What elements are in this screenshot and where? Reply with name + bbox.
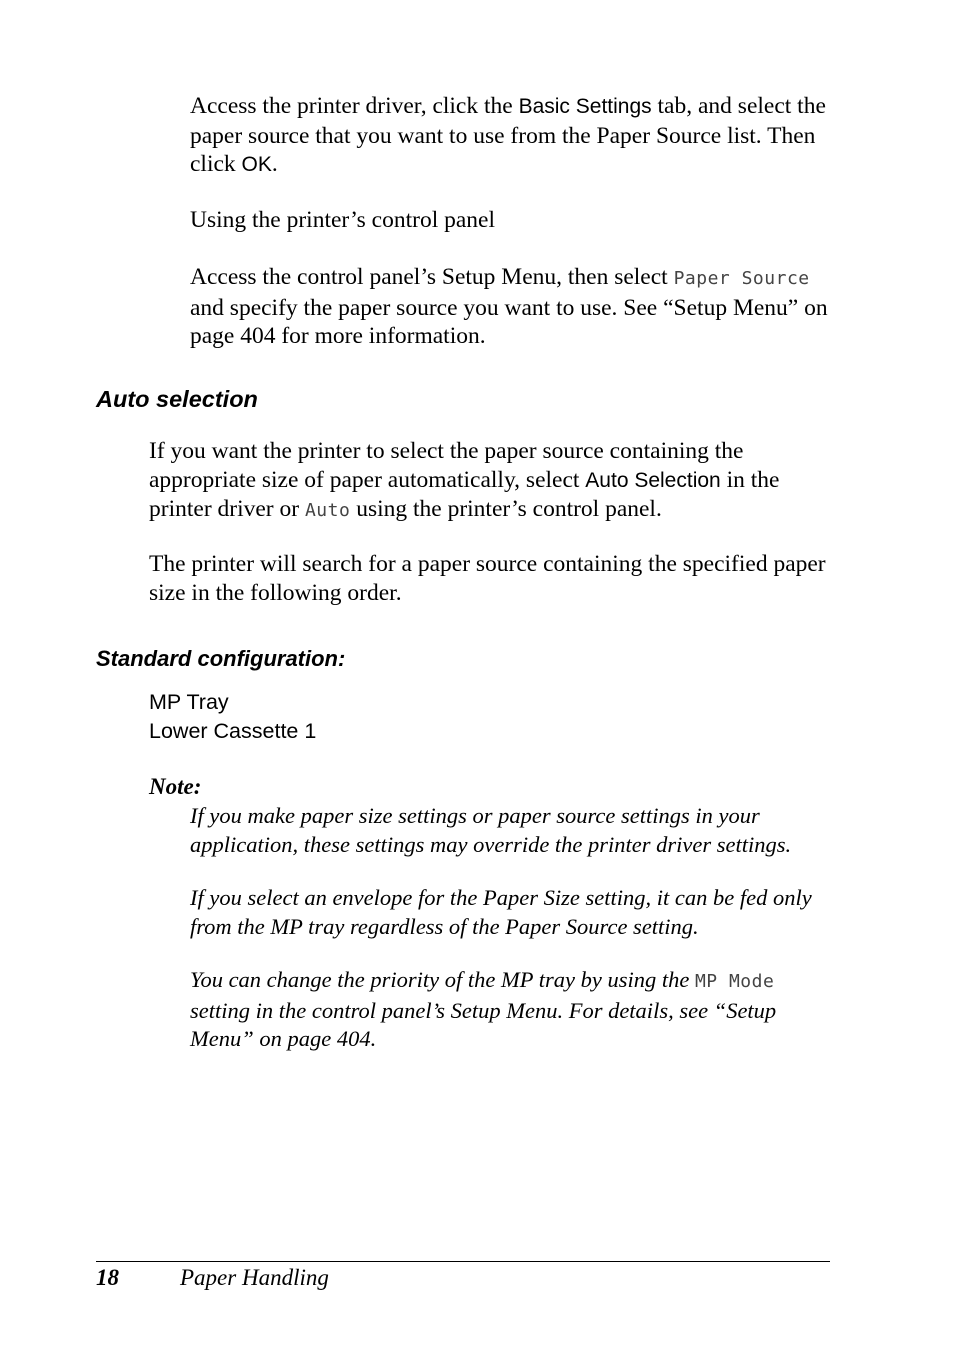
page-number: 18	[96, 1265, 119, 1290]
auto-selection-label: Auto Selection	[585, 468, 721, 492]
intro-driver-text-b: tab, and select the paper source that you want to use from the Paper Source list. Then click	[190, 93, 826, 177]
note-label: Note:	[149, 774, 202, 799]
note-paragraph-3	[190, 966, 835, 1054]
note-3-text-a: You can change the priority of the MP tray by using the	[190, 967, 695, 992]
intro-panel-text-a: Access the control panel’s Setup Menu, then select	[190, 264, 674, 290]
auto-text-b: in the printer driver or	[149, 466, 780, 522]
list-item: MP Tray	[149, 690, 229, 714]
note-paragraph-1: If you make paper size settings or paper source settings in your application, these settings may override the printer driver settings.	[190, 803, 792, 857]
note-paragraph-2: If you select an envelope for the Paper Size setting, it can be fed only from the MP tray regardless of the Paper Source setting.	[190, 885, 812, 939]
intro-paragraph-driver	[190, 92, 830, 180]
mp-mode-code: MP Mode	[694, 971, 775, 992]
auto-text-a: If you want the printer to select the paper source containing the appropriate size of paper automatically, select	[149, 438, 744, 493]
footer-section-title: Paper Handling	[180, 1265, 329, 1290]
ok-label: OK	[241, 153, 272, 176]
intro-driver-text-c: .	[271, 151, 278, 177]
standard-configuration-heading: Standard configuration:	[96, 646, 346, 671]
paper-source-list	[149, 688, 316, 746]
note-3-text-b: setting in the control panel’s Setup Menu. For details, see “Setup Menu” on page 404.	[190, 997, 777, 1051]
intro-driver-text-a: Access the printer driver, click the	[190, 93, 519, 119]
auto-selection-paragraph-2: The printer will search for a paper source containing the specified paper size in the following order.	[149, 551, 826, 606]
control-panel-subtitle: Using the printer’s control panel	[190, 207, 495, 233]
intro-panel-text-b: and specify the paper source you want to use. See “Setup Menu” on page 404 for more information.	[190, 294, 828, 349]
list-item: Lower Cassette 1	[149, 719, 317, 743]
auto-text-c: using the printer’s control panel.	[350, 496, 662, 522]
footer-divider	[96, 1261, 830, 1262]
auto-selection-heading: Auto selection	[96, 386, 258, 412]
auto-selection-paragraph-1	[149, 437, 831, 526]
basic-settings-label: Basic Settings	[518, 95, 652, 118]
paper-source-code: Paper Source	[673, 268, 810, 289]
intro-paragraph-panel	[190, 263, 830, 351]
auto-code: Auto	[304, 500, 351, 521]
